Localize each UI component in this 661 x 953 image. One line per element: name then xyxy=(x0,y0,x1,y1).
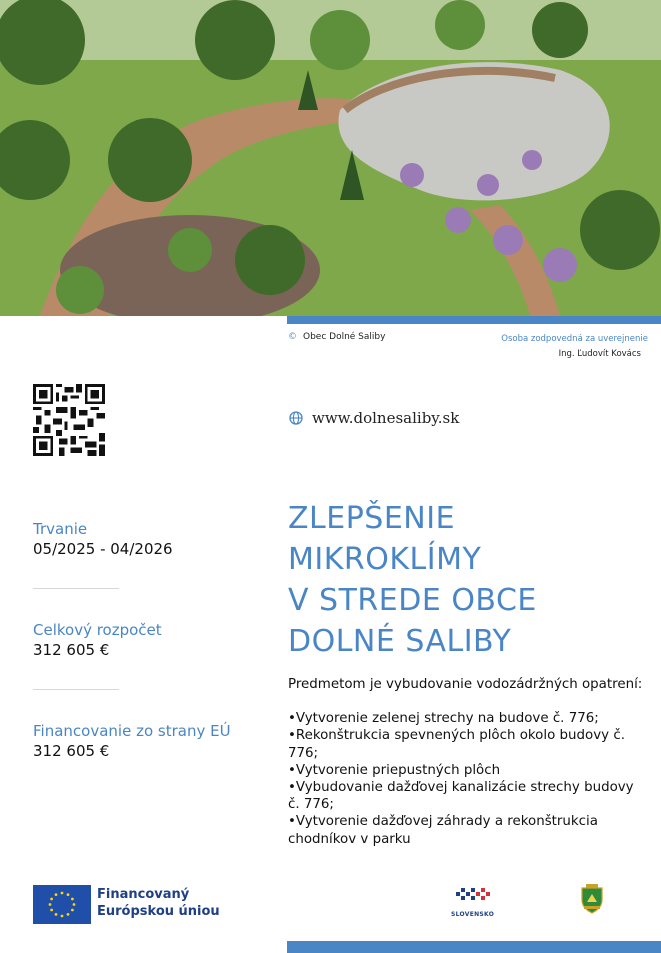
park-scene xyxy=(0,0,661,316)
eu-funding-block xyxy=(33,722,231,760)
image-credit xyxy=(288,332,385,342)
eu-funding-text xyxy=(97,886,220,920)
credit-text: Obec Dolné Saliby xyxy=(303,332,386,342)
budget-label: Celkový rozpočet xyxy=(33,621,162,639)
project-title xyxy=(288,498,537,662)
accent-bar-top xyxy=(287,316,661,324)
duration-block xyxy=(33,520,173,558)
globe-icon xyxy=(289,411,303,425)
copyright-icon: © xyxy=(288,332,297,342)
title-line: ZLEPŠENIE xyxy=(288,501,456,536)
title-line: DOLNÉ SALIBY xyxy=(288,624,512,659)
description-lead: Predmetom je vybudovanie vodozádržných opatrení: xyxy=(288,677,643,692)
duration-label: Trvanie xyxy=(33,520,88,538)
title-line: V STREDE OBCE xyxy=(288,583,537,618)
divider xyxy=(33,588,119,589)
divider xyxy=(33,689,119,690)
budget-value: 312 605 € xyxy=(33,641,110,659)
description-item: •Vytvorenie priepustných plôch xyxy=(288,762,501,778)
description-item: •Rekonštrukcia spevnených plôch okolo budovy č. 776; xyxy=(288,728,625,761)
project-description xyxy=(288,676,648,848)
title-line: MIKROKLÍMY xyxy=(288,542,482,577)
eu-funding-value: 312 605 € xyxy=(33,742,110,760)
website-url: www.dolnesaliby.sk xyxy=(312,409,460,427)
responsible-person-name: Ing. Ľudovít Kovács xyxy=(558,349,641,359)
eu-text-line: Financovaný xyxy=(97,887,190,902)
eu-flag-icon xyxy=(33,885,91,924)
duration-value: 05/2025 - 04/2026 xyxy=(33,540,173,558)
accent-bar-bottom xyxy=(287,941,661,953)
qr-code[interactable] xyxy=(33,384,105,456)
budget-block xyxy=(33,621,162,659)
description-item: •Vybudovanie dažďovej kanalizácie strechy budovy č. 776; xyxy=(288,780,634,813)
program-label: SLOVENSKO xyxy=(451,911,495,918)
website-link[interactable] xyxy=(289,409,459,427)
description-item: •Vytvorenie zelenej strechy na budove č. 776; xyxy=(288,711,599,727)
eu-text-line: Európskou úniou xyxy=(97,904,220,919)
responsible-person-label: Osoba zodpovedná za uverejnenie xyxy=(501,334,648,344)
eu-funding-label: Financovanie zo strany EÚ xyxy=(33,722,231,740)
program-slovensko-logo-icon xyxy=(450,884,494,924)
description-item: •Vytvorenie dažďovej záhrady a rekonštrukcia chodníkov v parku xyxy=(288,814,598,847)
park-visualization-image xyxy=(0,0,661,316)
municipal-coat-of-arms-icon xyxy=(580,884,604,914)
